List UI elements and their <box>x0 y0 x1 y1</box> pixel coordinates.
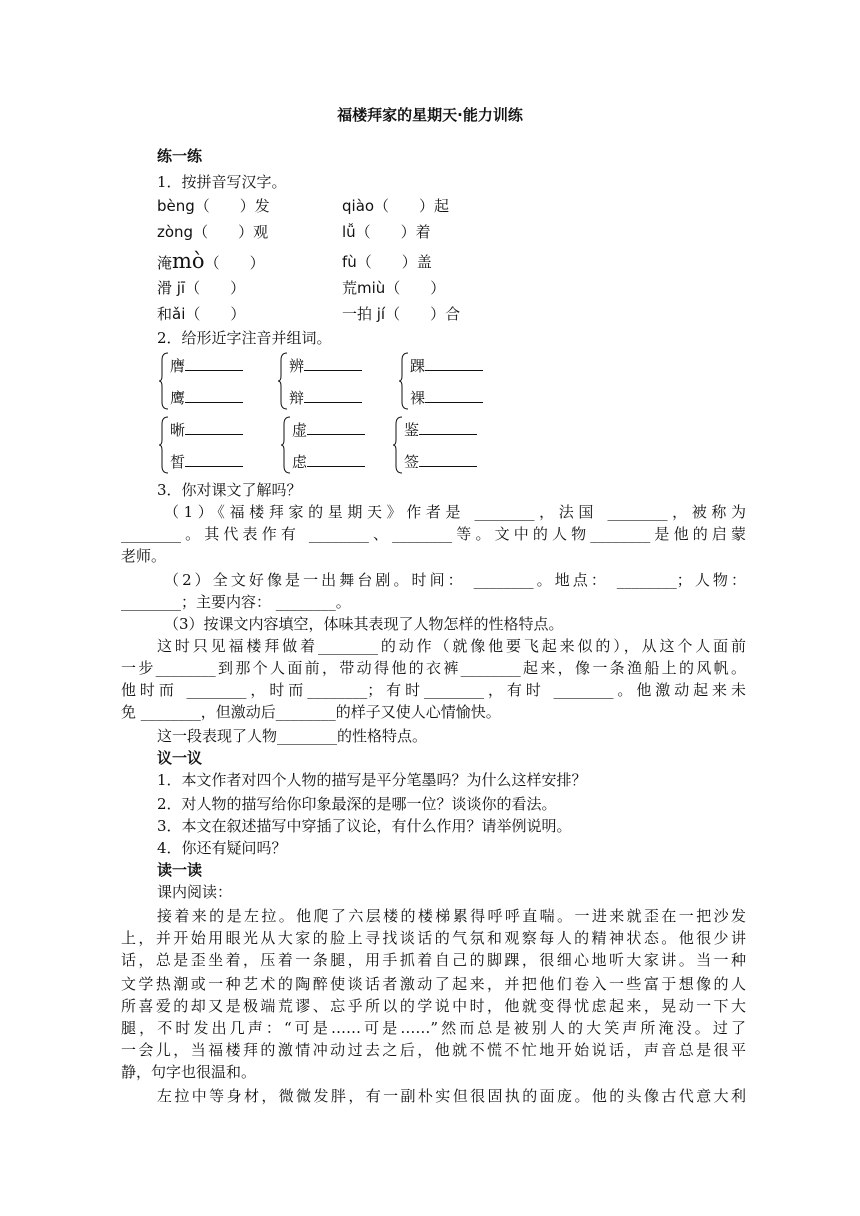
reading-line: 话，总是歪坐着，压着一条腿，用手抓着自己的脚踝，很细心地听大家讲。当一种 <box>121 951 746 969</box>
reading-line: 上，并开始用眼光从大家的脸上寻找谈话的气氛和观察每人的精神状态。他很少讲 <box>121 929 746 947</box>
similar-char <box>289 354 362 376</box>
section-heading-read: 读一读 <box>157 861 203 879</box>
similar-char <box>170 450 243 472</box>
char: 虚 <box>292 421 308 439</box>
paragraph-line: 他时而 ________，时而________；有时________，有时 ________。他激动起来未 <box>121 681 746 699</box>
pinyin-item: 滑 jī（ ） <box>157 279 246 297</box>
brace-icon <box>158 352 170 410</box>
discuss-item: 2．对人物的描写给你印象最深的是哪一位？谈谈你的看法。 <box>157 795 557 813</box>
similar-char <box>404 418 477 440</box>
question-3: 3．你对课文了解吗？ <box>157 481 302 499</box>
reading-line: 所喜爱的却又是极端荒谬、忘乎所以的学说中时，他就变得忧虑起来，晃动一下大 <box>121 997 746 1015</box>
similar-char <box>404 450 477 472</box>
pinyin-item: bèng（ ）发 <box>157 197 270 215</box>
pinyin-item: 和ǎi（ ） <box>157 305 246 323</box>
paragraph-line: 这一段表现了人物________的性格特点。 <box>157 727 428 745</box>
paragraph-line: 一步________到那个人面前，带动得他的衣裤________起来，像一条渔船上的风帆。 <box>121 659 746 677</box>
reading-line: 左拉中等身材，微微发胖，有一副朴实但很固执的面庞。他的头像古代意大利 <box>157 1087 746 1105</box>
paragraph-line: （3）按课文内容填空，体味其表现了人物怎样的性格特点。 <box>164 615 564 633</box>
char: 鹰 <box>170 389 186 407</box>
pinyin-item: 一拍 jí（ ）合 <box>342 305 461 323</box>
similar-char <box>292 450 365 472</box>
section-heading-discuss: 议一议 <box>157 749 203 767</box>
pinyin-blank: （ ） <box>204 254 265 272</box>
char: 辨 <box>289 357 305 375</box>
paragraph-line: 这时只见福楼拜做着________的动作（就像他要飞起来似的），从这个人面前 <box>157 637 746 655</box>
pinyin-item: 荒miù（ ） <box>342 279 446 297</box>
section-heading-practice: 练一练 <box>157 147 203 165</box>
reading-line: 一会儿，当福楼拜的激情冲动过去之后，他就不慌不忙地开始说话，声音总是很平 <box>121 1041 746 1059</box>
char: 裸 <box>410 389 426 407</box>
discuss-item: 4．你还有疑问吗？ <box>157 839 287 857</box>
char: 鉴 <box>404 421 420 439</box>
similar-char <box>292 418 365 440</box>
paragraph-line: （1）《福楼拜家的星期天》作者是 ________，法国 ________，被称为 <box>164 503 746 521</box>
pinyin-item: fù（ ）盖 <box>342 253 432 271</box>
char: 辩 <box>289 389 305 407</box>
char: 虑 <box>292 453 308 471</box>
brace-icon <box>398 352 410 410</box>
char: 签 <box>404 453 420 471</box>
page-title: 福楼拜家的星期天·能力训练 <box>337 106 523 124</box>
pinyin-item: qiào（ ）起 <box>342 197 450 215</box>
char: 膺 <box>170 357 186 375</box>
brace-icon <box>158 416 170 474</box>
question-2: 2．给形近字注音并组词。 <box>157 329 332 347</box>
reading-line: 接着来的是左拉。他爬了六层楼的楼梯累得呼呼直喘。一进来就歪在一把沙发 <box>157 907 746 925</box>
pinyin-item: lǚ（ ）着 <box>342 223 431 241</box>
reading-line: 腿，不时发出几声：“可是……可是……”然而总是被别人的大笑声所淹没。过了 <box>121 1019 746 1037</box>
pinyin-item <box>157 251 265 273</box>
reading-line: 文学热潮或一种艺术的陶醉使谈话者激动了起来，并把他们卷入一些富于想像的人 <box>121 975 746 993</box>
reading-line: 静，句字也很温和。 <box>121 1063 257 1081</box>
similar-char <box>170 386 243 408</box>
paragraph-line: （2）全文好像是一出舞台剧。时间： ________。地点： ________；人物： <box>164 571 746 589</box>
pinyin-char: 淹 <box>157 254 173 272</box>
pinyin-big: mò <box>172 249 205 273</box>
char: 晰 <box>170 421 186 439</box>
paragraph-line: ________；主要内容： ________。 <box>121 593 351 611</box>
discuss-item: 3．本文在叙述描写中穿插了议论，有什么作用？请举例说明。 <box>157 817 572 835</box>
brace-icon <box>392 416 404 474</box>
pinyin-item: zòng（ ）观 <box>157 223 269 241</box>
similar-char <box>410 354 483 376</box>
similar-char <box>170 354 243 376</box>
paragraph-line: 老师。 <box>121 547 167 565</box>
paragraph-line: 免 ________，但激动后________的样子又使人心情愉快。 <box>121 703 501 721</box>
discuss-item: 1．本文作者对四个人物的描写是平分笔墨吗？为什么这样安排？ <box>157 771 587 789</box>
similar-char <box>170 418 243 440</box>
char: 踝 <box>410 357 426 375</box>
similar-char <box>289 386 362 408</box>
char: 皙 <box>170 453 186 471</box>
similar-char <box>410 386 483 408</box>
brace-icon <box>277 352 289 410</box>
paragraph-line: ________。其代表作有 ________、________等。文中的人物________是他的启蒙 <box>121 525 746 543</box>
brace-icon <box>280 416 292 474</box>
question-1: 1．按拼音写汉字。 <box>157 173 287 191</box>
reading-subtitle: 课内阅读： <box>157 883 233 901</box>
